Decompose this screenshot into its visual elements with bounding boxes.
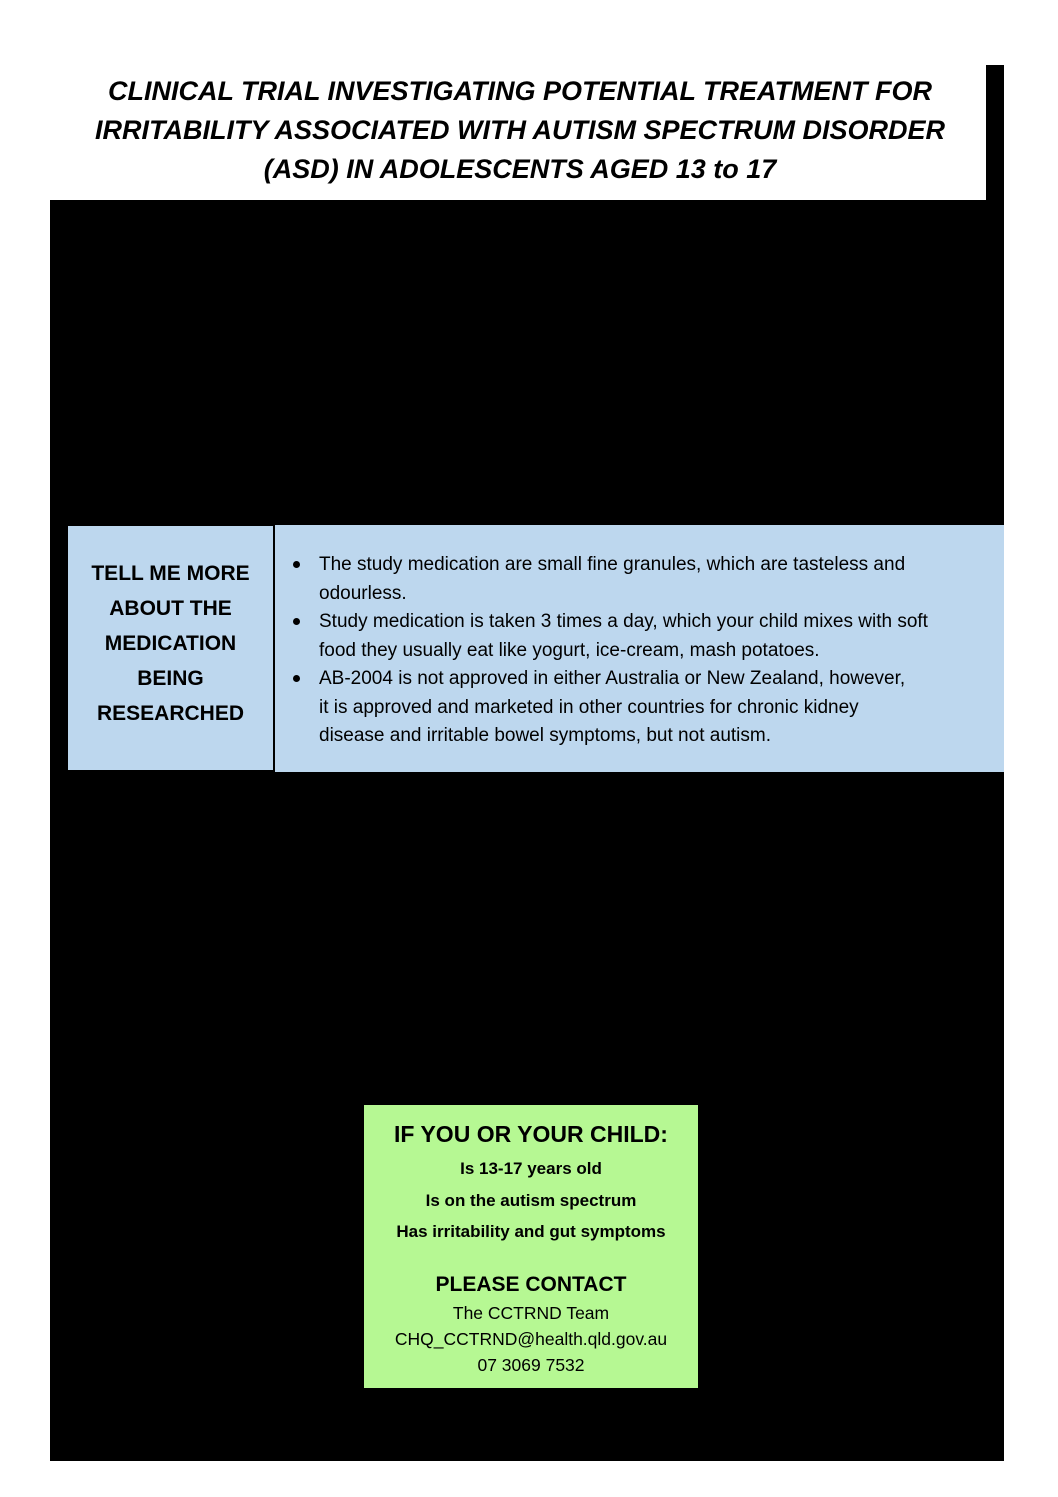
label-line: MEDICATION — [104, 632, 237, 655]
eligibility-criteria — [364, 1153, 698, 1248]
criteria-item: Is 13-17 years old — [460, 1159, 602, 1178]
bullet-icon — [289, 665, 303, 694]
list-item — [287, 551, 992, 608]
contact-details — [364, 1300, 698, 1378]
title-line: IRRITABILITY ASSOCIATED WITH AUTISM SPECTRUM DISORDER — [95, 115, 945, 145]
eligibility-heading: IF YOU OR YOUR CHILD: — [394, 1121, 668, 1147]
redaction-block-top-right — [986, 65, 1004, 205]
list-item — [287, 665, 992, 751]
title-line: CLINICAL TRIAL INVESTIGATING POTENTIAL TREATMENT FOR — [108, 76, 932, 106]
page-title — [60, 72, 980, 189]
criteria-item: Has irritability and gut symptoms — [396, 1222, 666, 1241]
bullet-text-line: Study medication is taken 3 times a day, which your child mixes with soft — [319, 611, 928, 632]
label-line: BEING — [137, 667, 204, 690]
medication-bullet-list — [287, 551, 992, 751]
contact-email-link[interactable]: CHQ_CCTRND@health.qld.gov.au — [394, 1329, 668, 1349]
contact-team: The CCTRND Team — [452, 1303, 610, 1323]
contact-phone[interactable]: 07 3069 7532 — [477, 1355, 585, 1375]
bullet-icon — [289, 551, 303, 580]
bullet-text-line: The study medication are small fine granules, which are tasteless and — [319, 554, 906, 575]
title-line: (ASD) IN ADOLESCENTS AGED 13 to 17 — [263, 154, 777, 184]
label-line: TELL ME MORE — [91, 562, 250, 585]
contact-callout-box — [364, 1105, 698, 1388]
bullet-text-line: it is approved and marketed in other countries for chronic kidney — [319, 696, 859, 718]
criteria-item: Is on the autism spectrum — [425, 1190, 637, 1210]
bullet-text-line: odourless. — [319, 582, 407, 604]
bullet-text-line: disease and irritable bowel symptoms, but not autism. — [319, 725, 771, 746]
bullet-icon — [289, 608, 303, 637]
please-contact-heading: PLEASE CONTACT — [435, 1273, 627, 1296]
label-line: RESEARCHED — [96, 702, 245, 725]
medication-section-label — [68, 556, 273, 731]
label-line: ABOUT THE — [109, 597, 232, 620]
medication-details-box — [275, 525, 1004, 772]
medication-section-label-box — [68, 526, 273, 770]
bullet-text-line: AB-2004 is not approved in either Australia or New Zealand, however, — [319, 668, 906, 689]
list-item — [287, 608, 992, 665]
bullet-text-line: food they usually eat like yogurt, ice-cream, mash potatoes. — [319, 639, 820, 661]
